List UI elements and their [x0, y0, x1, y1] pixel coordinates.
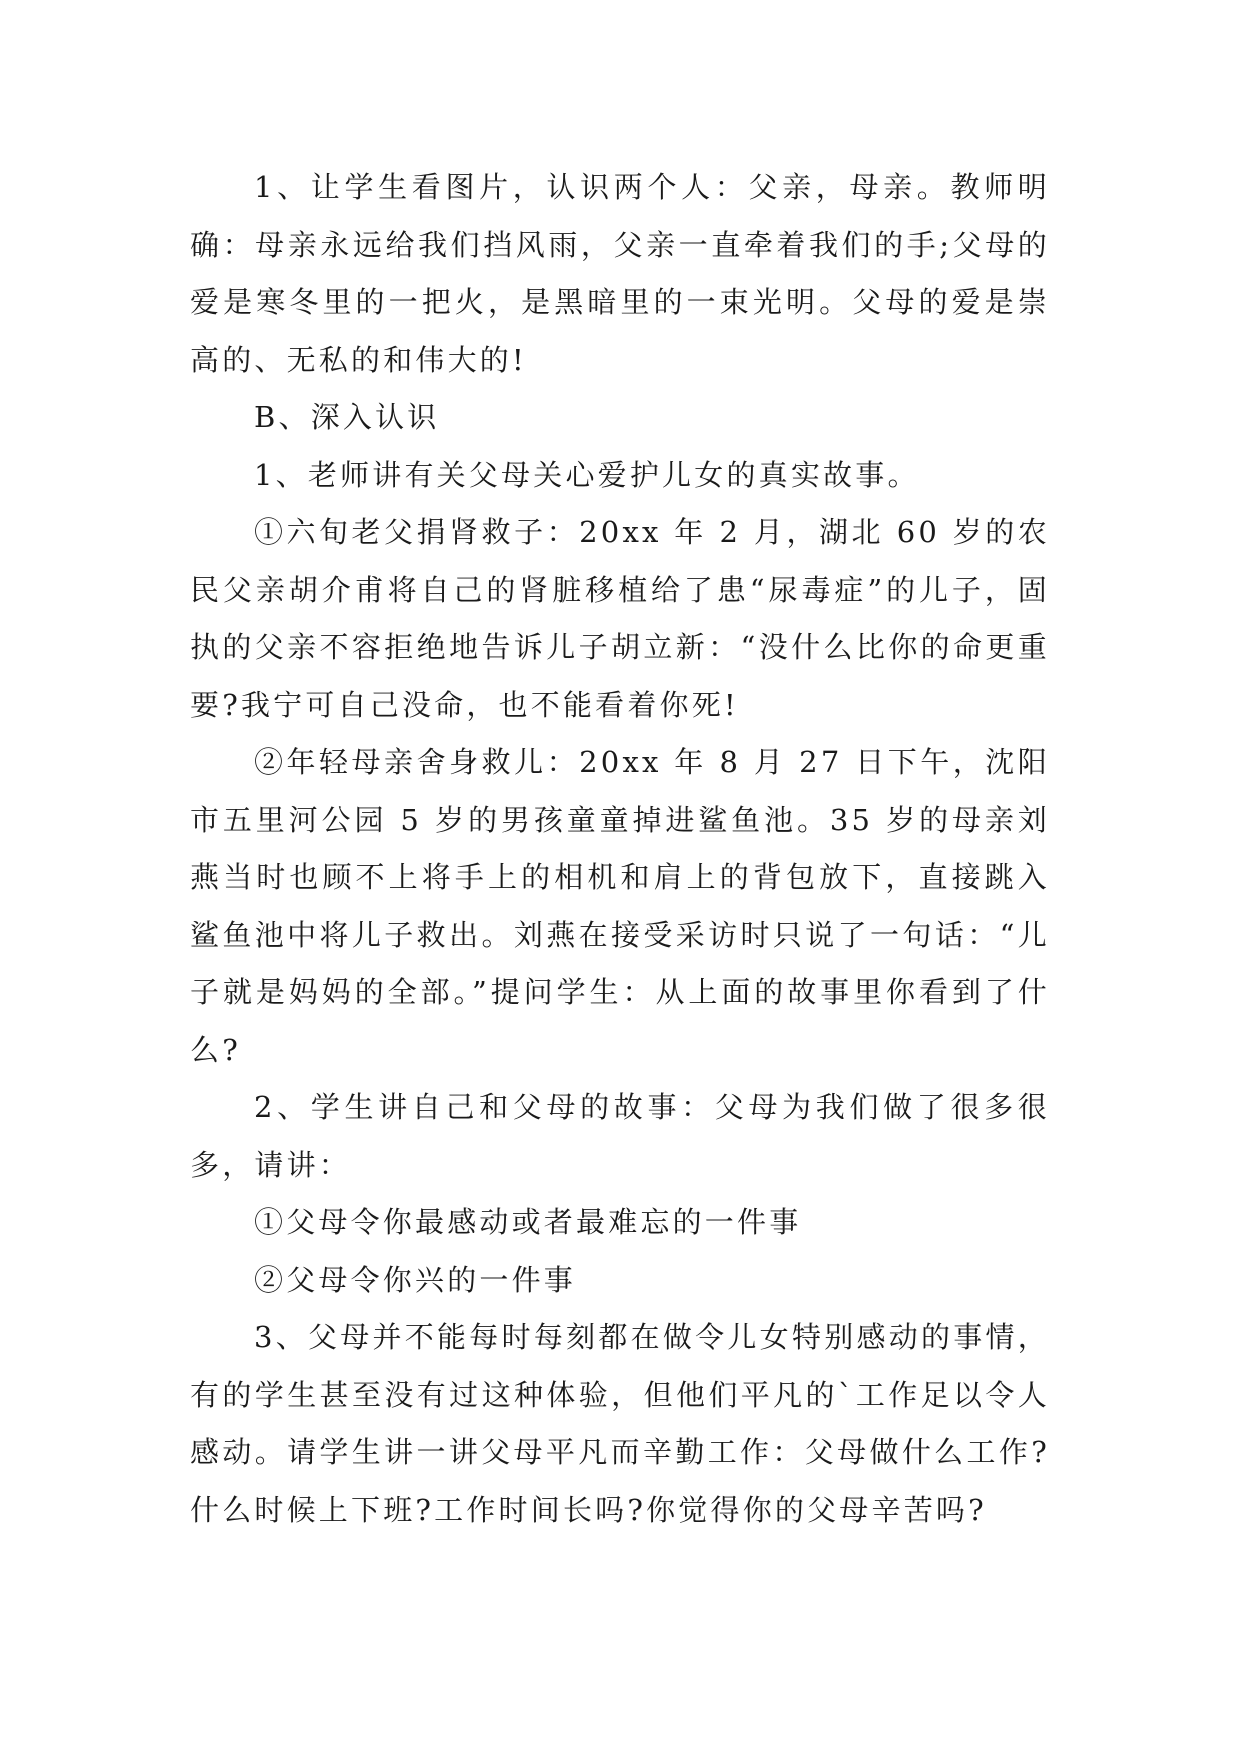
paragraph-teacher-story: 1、老师讲有关父母关心爱护儿女的真实故事。	[254, 457, 920, 492]
paragraph-student-story: 2、学生讲自己和父母的故事：父母为我们做了很多很多，请讲：	[190, 1090, 1050, 1182]
section-heading-b: B、深入认识	[254, 400, 440, 434]
paragraph-story-father: ①六旬老父捐肾救子：20xx 年 2 月，湖北 60 岁的农民父亲胡介甫将自己的肾脏移植给了患“尿毒症”的儿子，固执的父亲不容拒绝地告诉儿子胡立新：“没什么比你的命更重要?我宁可自己没命，也不能看着你死!	[190, 515, 1050, 722]
paragraph-parents-work: 3、父母并不能每时每刻都在做令儿女特别感动的事情，有的学生甚至没有过这种体验，但他们平凡的`工作足以令人感动。请学生讲一讲父母平凡而辛勤工作：父母做什么工作?什么时候上下班?工作时间长吗?你觉得你的父母辛苦吗?	[190, 1320, 1050, 1527]
document-body	[190, 159, 1050, 1539]
paragraph-intro: 1、让学生看图片，认识两个人：父亲，母亲。教师明确：母亲永远给我们挡风雨，父亲一直牵着我们的手;父母的爱是寒冬里的一把火，是黑暗里的一束光明。父母的爱是崇高的、无私的和伟大的!	[190, 170, 1050, 377]
list-item-moving-event: ①父母令你最感动或者最难忘的一件事	[254, 1205, 802, 1239]
list-item-happy-event: ②父母令你兴的一件事	[254, 1262, 577, 1297]
paragraph-story-mother: ②年轻母亲舍身救儿：20xx 年 8 月 27 日下午，沈阳市五里河公园 5 岁的男孩童童掉进鲨鱼池。35 岁的母亲刘燕当时也顾不上将手上的相机和肩上的背包放下，直接跳入鲨鱼池中将儿子救出。刘燕在接受采访时只说了一句话：“儿子就是妈妈的全部。”提问学生：从上面的故事里你看到了什么?	[190, 745, 1050, 1067]
